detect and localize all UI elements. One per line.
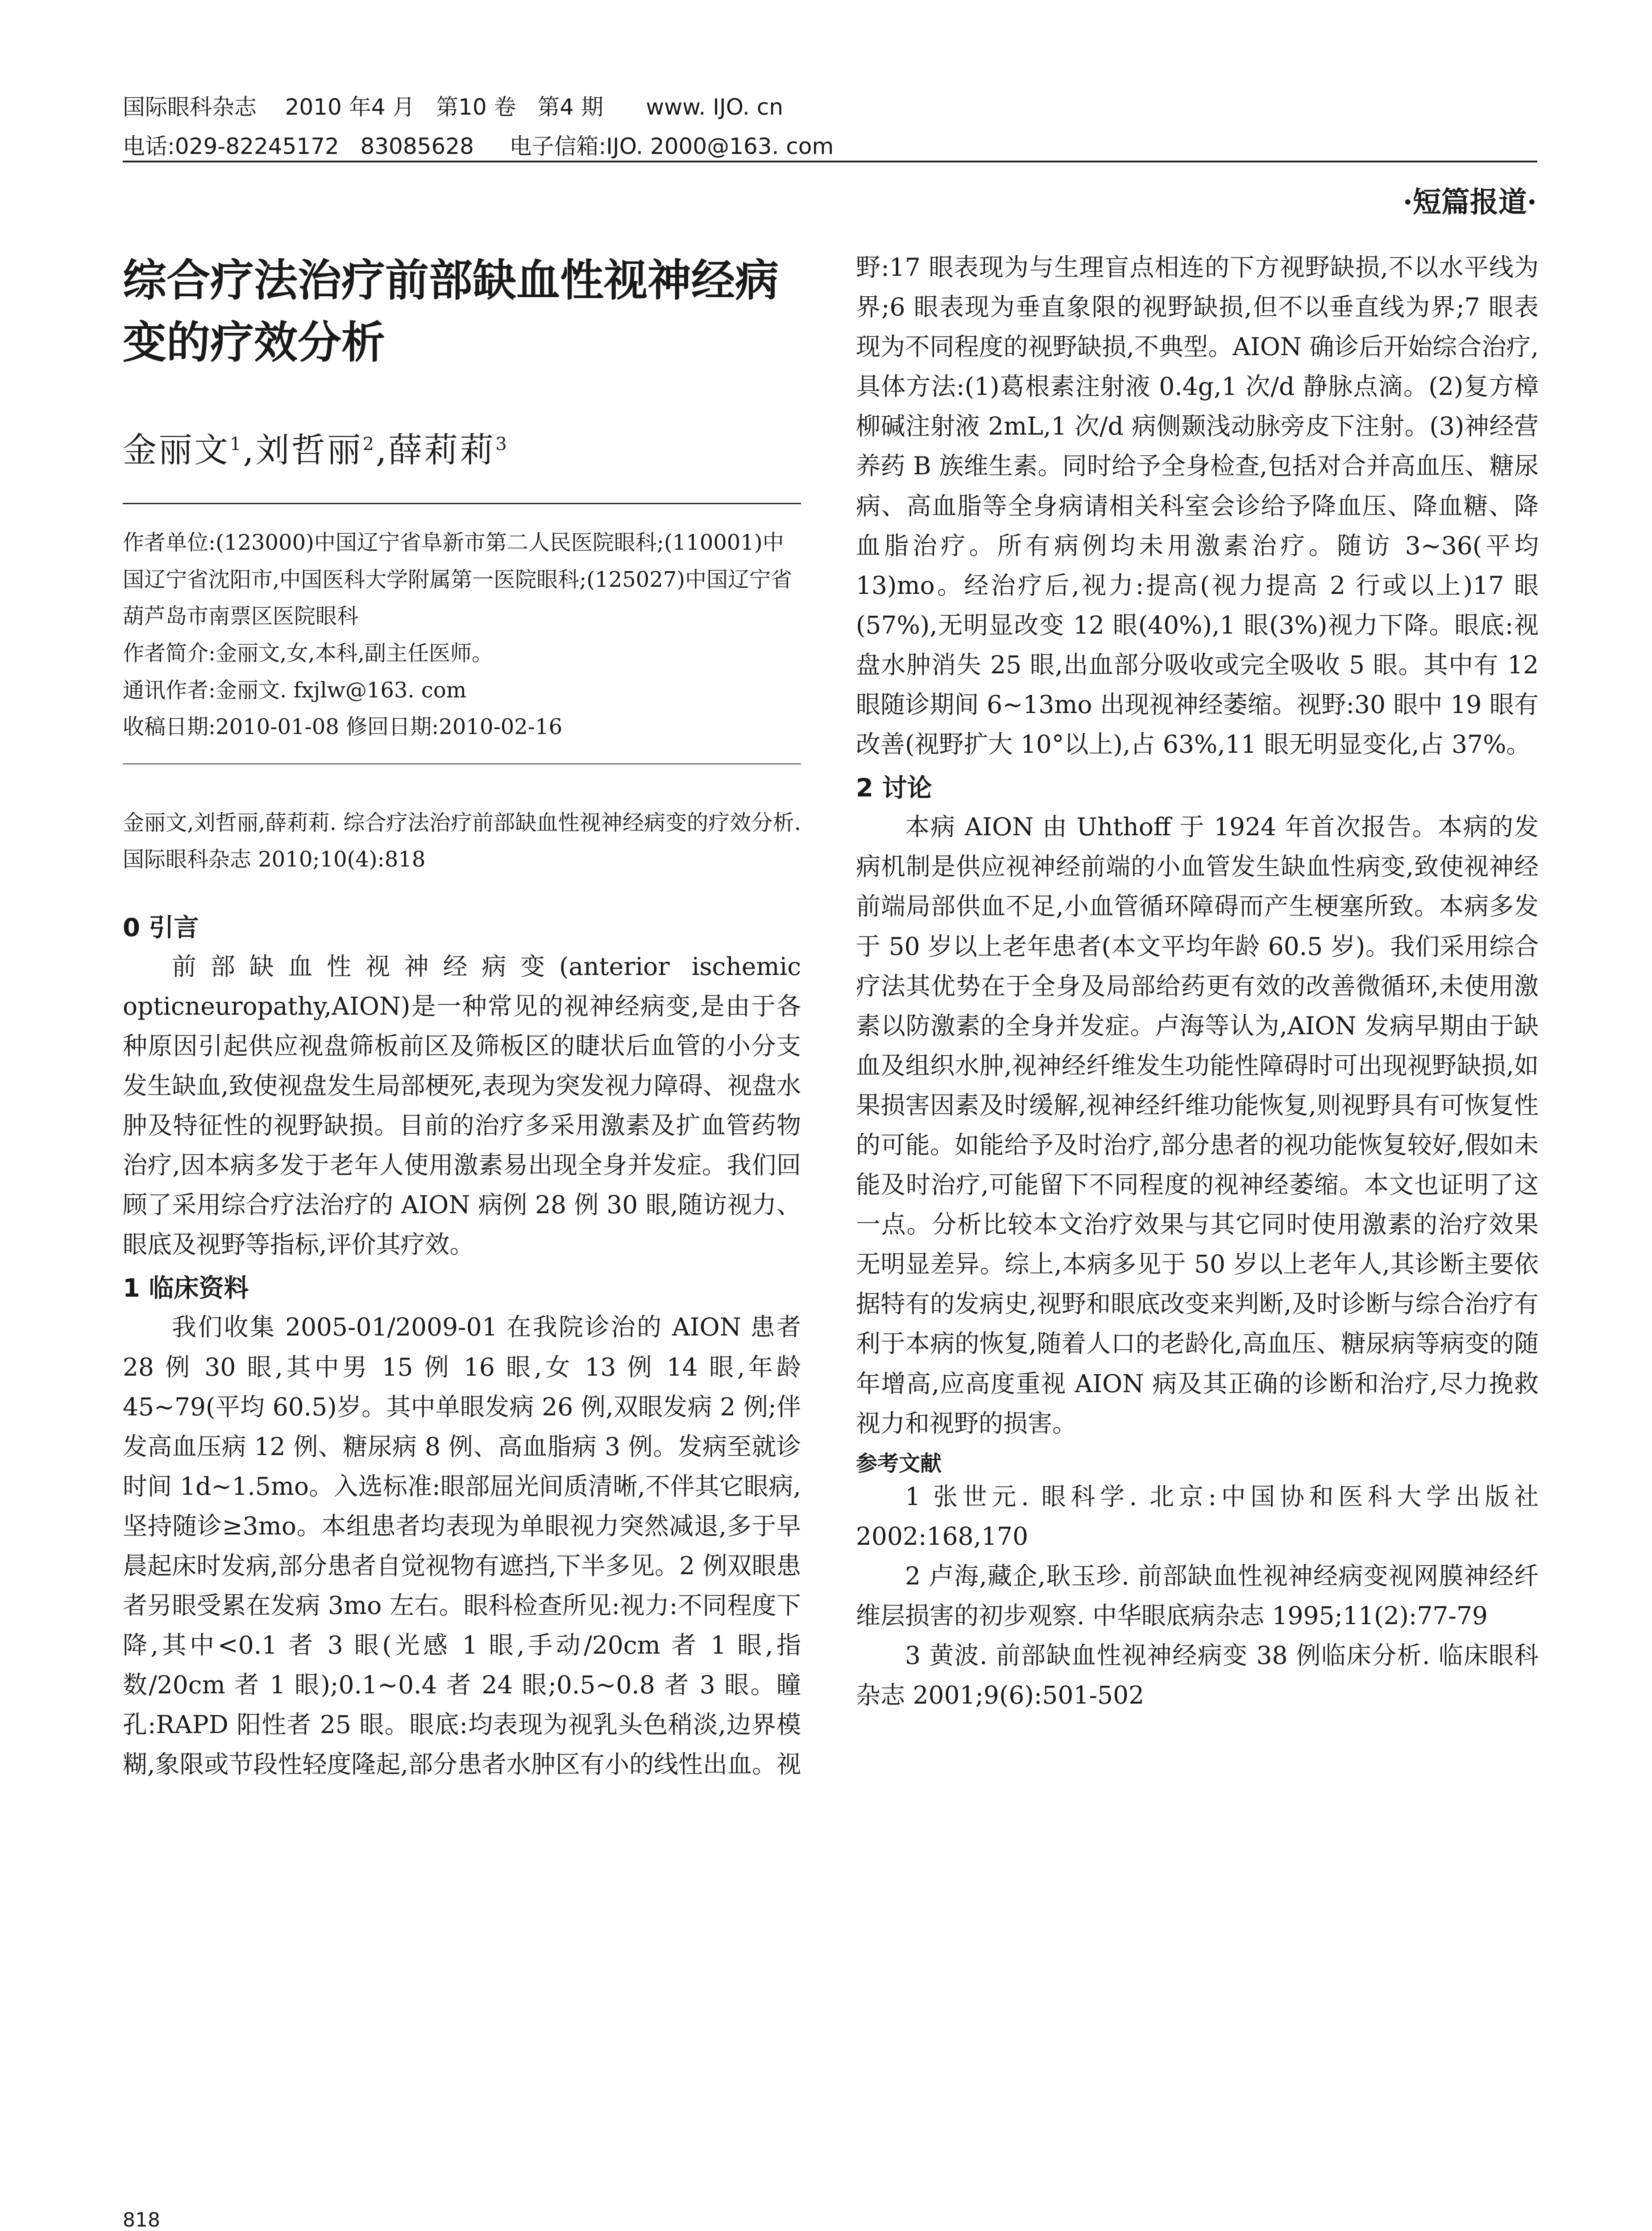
author-name: 刘哲丽 (255, 430, 363, 470)
right-column (856, 248, 1539, 1715)
author-separator: , (376, 430, 389, 470)
author-intro: 作者简介:金丽文,女,本科,副主任医师。 (123, 640, 493, 666)
clinical-text-continued: 野:17 眼表现为与生理盲点相连的下方视野缺损,不以水平线为界;6 眼表现为垂直象限的视野缺损,但不以垂直线为界;7 眼表现为不同程度的视野缺损,不典型。AION 确诊后开始综合治疗,具体方法:(1)葛根素注射液 0.4g,1 次/d 静脉点滴。(2)复方樟柳碱注射液 2mL,1 次/d 病侧颞浅动脉旁皮下注射。(3)神经营养药 B 族维生素。同时给予全身检查,包括对合并高血压、糖尿病、高血脂等全身病请相关科室会诊给予降血压、降血糖、降血脂治疗。所有病例均未用激素治疗。随访 3~36(平均 13)mo。经治疗后,视力:提高(视力提高 2 行或以上)17 眼(57%),无明显改变 12 眼(40%),1 眼(3%)视力下降。眼底:视盘水肿消失 25 眼,出血部分吸收或完全吸收 5 眼。其中有 12 眼随诊期间 6~13mo 出现视神经萎缩。视野:30 眼中 19 眼有改善(视野扩大 10°以上),占 63%,11 眼无明显变化,占 37%。 (856, 253, 1539, 759)
article-title: 综合疗法治疗前部缺血性视神经病变的疗效分析 (123, 255, 779, 369)
references-heading: 参考文献 (856, 1451, 942, 1476)
header-rule (123, 161, 1537, 162)
author-separator: , (243, 430, 256, 470)
author-name: 薛莉莉 (388, 430, 496, 470)
body-left (123, 909, 801, 1785)
citation-rule (123, 763, 801, 764)
journal-header-line1: 国际眼科杂志 2010 年4 月 第10 卷 第4 期 www. IJO. cn (123, 94, 784, 120)
citation: 金丽文,刘哲丽,薛莉莉. 综合疗法治疗前部缺血性视神经病变的疗效分析. 国际眼科杂志 2010;10(4):818 (123, 810, 801, 872)
author-superscript: 1 (230, 434, 243, 455)
clinical-heading: 1 临床资料 (123, 1274, 249, 1303)
author-superscript: 2 (362, 434, 376, 455)
affiliation-rule (123, 503, 801, 504)
left-column (123, 250, 801, 1785)
author-name: 金丽文 (123, 430, 230, 470)
discussion-heading: 2 讨论 (856, 774, 932, 803)
intro-text: 前部缺血性视神经病变(anterior ischemic opticneuropathy,AION)是一种常见的视神经病变,是由于各种原因引起供应视盘筛板前区及筛板区的睫状后血管的小分支发生缺血,致使视盘发生局部梗死,表现为突发视力障碍、视盘水肿及特征性的视野缺损。目前的治疗多采用激素及扩血管药物治疗,因本病多发于老年人使用激素易出现全身并发症。我们回顾了采用综合疗法治疗的 AION 病例 28 例 30 眼,随访视力、眼底及视野等指标,评价其疗效。 (123, 952, 801, 1259)
author-superscript: 3 (495, 434, 509, 455)
reference-item: 2 卢海,藏企,耿玉珍. 前部缺血性视神经病变视网膜神经纤维层损害的初步观察. 中华眼底病杂志 1995;11(2):77-79 (856, 1561, 1539, 1630)
references-list (856, 1477, 1539, 1716)
article-meta (123, 524, 801, 745)
journal-header-line2: 电话:029-82245172 83085628 电子信箱:IJO. 2000@163. com (123, 133, 834, 159)
reference-item: 1 张世元. 眼科学. 北京:中国协和医科大学出版社 2002:168,170 (856, 1482, 1539, 1551)
author-list (123, 423, 801, 472)
affiliation: 作者单位:(123000)中国辽宁省阜新市第二人民医院眼科;(110001)中国辽宁省沈阳市,中国医科大学附属第一医院眼科;(125027)中国辽宁省葫芦岛市南票区医院眼科 (123, 530, 793, 629)
section-label: ·短篇报道· (1403, 186, 1537, 219)
article-dates: 收稿日期:2010-01-08 修回日期:2010-02-16 (123, 714, 563, 740)
clinical-text: 我们收集 2005-01/2009-01 在我院诊治的 AION 患者 28 例 30 眼,其中男 15 例 16 眼,女 13 例 14 眼,年龄 45~79(平均 60.5)岁。其中单眼发病 26 例,双眼发病 2 例;伴发高血压病 12 例、糖尿病 8 例、高血脂病 3 例。发病至就诊时间 1d~1.5mo。入选标准:眼部屈光间质清晰,不伴其它眼病,坚持随诊≥3mo。本组患者均表现为单眼视力突然减退,多于早晨起床时发病,部分患者自觉视物有遮挡,下半多见。2 例双眼患者另眼受累在发病 3mo 左右。眼科检查所见:视力:不同程度下降,其中<0.1 者 3 眼(光感 1 眼,手动/20cm 者 1 眼,指数/20cm 者 1 眼);0.1~0.4 者 24 眼;0.5~0.8 者 3 眼。瞳孔:RAPD 阳性者 25 眼。眼底:均表现为视乳头色稍淡,边界模糊,象限或节段性轻度隆起,部分患者水肿区有小的线性出血。视 (123, 1313, 801, 1779)
page-number: 818 (123, 2209, 160, 2231)
reference-item: 3 黄波. 前部缺血性视神经病变 38 例临床分析. 临床眼科杂志 2001;9(6):501-502 (856, 1641, 1539, 1710)
intro-heading: 0 引言 (123, 913, 199, 942)
corresponding-author: 通讯作者:金丽文. fxjlw@163. com (123, 677, 467, 703)
discussion-text: 本病 AION 由 Uhthoff 于 1924 年首次报告。本病的发病机制是供应视神经前端的小血管发生缺血性病变,致使视神经前端局部供血不足,小血管循环障碍而产生梗塞所致。本病多发于 50 岁以上老年患者(本文平均年龄 60.5 岁)。我们采用综合疗法其优势在于全身及局部给药更有效的改善微循环,未使用激素以防激素的全身并发症。卢海等认为,AION 发病早期由于缺血及组织水肿,视神经纤维发生功能性障碍时可出现视野缺损,如果损害因素及时缓解,视神经纤维功能恢复,则视野具有可恢复性的可能。如能给予及时治疗,部分患者的视功能恢复较好,假如未能及时治疗,可能留下不同程度的视神经萎缩。本文也证明了这一点。分析比较本文治疗效果与其它同时使用激素的治疗效果无明显差异。综上,本病多见于 50 岁以上老年人,其诊断主要依据特有的发病史,视野和眼底改变来判断,及时诊断与综合治疗有利于本病的恢复,随着人口的老龄化,高血压、糖尿病等病变的随年增高,应高度重视 AION 病及其正确的诊断和治疗,尽力挽救视力和视野的损害。 (856, 813, 1539, 1438)
